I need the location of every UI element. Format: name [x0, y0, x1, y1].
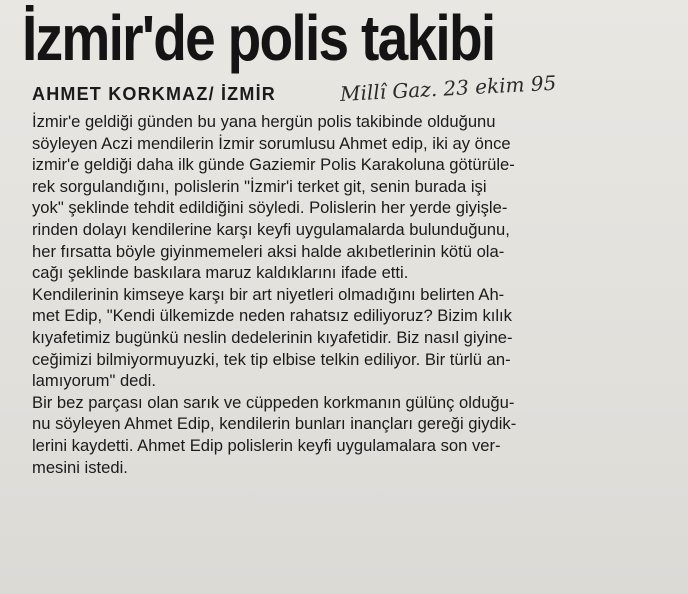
body-line: Bir bez parçası olan sarık ve cüppeden korkmanın gülünç olduğu-	[32, 392, 515, 412]
handwritten-note: Millî Gaz. 23 ekim 95	[339, 70, 557, 106]
body-line: her fırsatta böyle giyinmemeleri aksi halde akıbetlerinin kötü ola-	[32, 241, 505, 261]
body-line: lamıyorum" dedi.	[32, 371, 156, 391]
body-line: Kendilerinin kimseye karşı bir art niyetleri olmadığını belirten Ah-	[32, 284, 505, 304]
byline: AHMET KORKMAZ/ İZMİR	[32, 84, 276, 104]
article-body	[32, 111, 672, 478]
body-line: söyleyen Aczi mendilerin İzmir sorumlusu Ahmet edip, iki ay önce	[32, 133, 511, 153]
body-line: ceğimizi bilmiyormuyuzki, tek tip elbise telkin ediliyor. Bir türlü an-	[32, 349, 511, 369]
body-line: yok" şeklinde tehdit edildiğini söyledi. Polislerin her yerde giyişle-	[32, 198, 508, 218]
body-line: nu söyleyen Ahmet Edip, kendilerin bunları inançları gereği giydik-	[32, 414, 517, 434]
body-line: cağı şeklinde baskılara maruz kaldıklarını ifade etti.	[32, 263, 409, 283]
headline: İzmir'de polis takibi	[22, 2, 495, 74]
body-line: lerini kaydetti. Ahmet Edip polislerin keyfi uygulamalara son ver-	[32, 435, 501, 455]
body-line: met Edip, "Kendi ülkemizde neden rahatsız ediliyoruz? Bizim kılık	[32, 306, 512, 326]
body-line: kıyafetimiz bugünkü neslin dedelerinin kıyafetidir. Biz nasıl giyine-	[32, 327, 513, 347]
body-line: rek sorgulandığını, polislerin "İzmir'i terket git, senin burada işi	[32, 176, 487, 196]
body-line: izmir'e geldiği daha ilk günde Gaziemir Polis Karakoluna götürüle-	[32, 155, 515, 175]
body-line: mesini istedi.	[32, 457, 128, 477]
body-line: İzmir'e geldiği günden bu yana hergün polis takibinde olduğunu	[32, 112, 496, 131]
body-line: rinden dolayı kendilerine karşı keyfi uygulamalarda bulunduğunu,	[32, 219, 510, 239]
